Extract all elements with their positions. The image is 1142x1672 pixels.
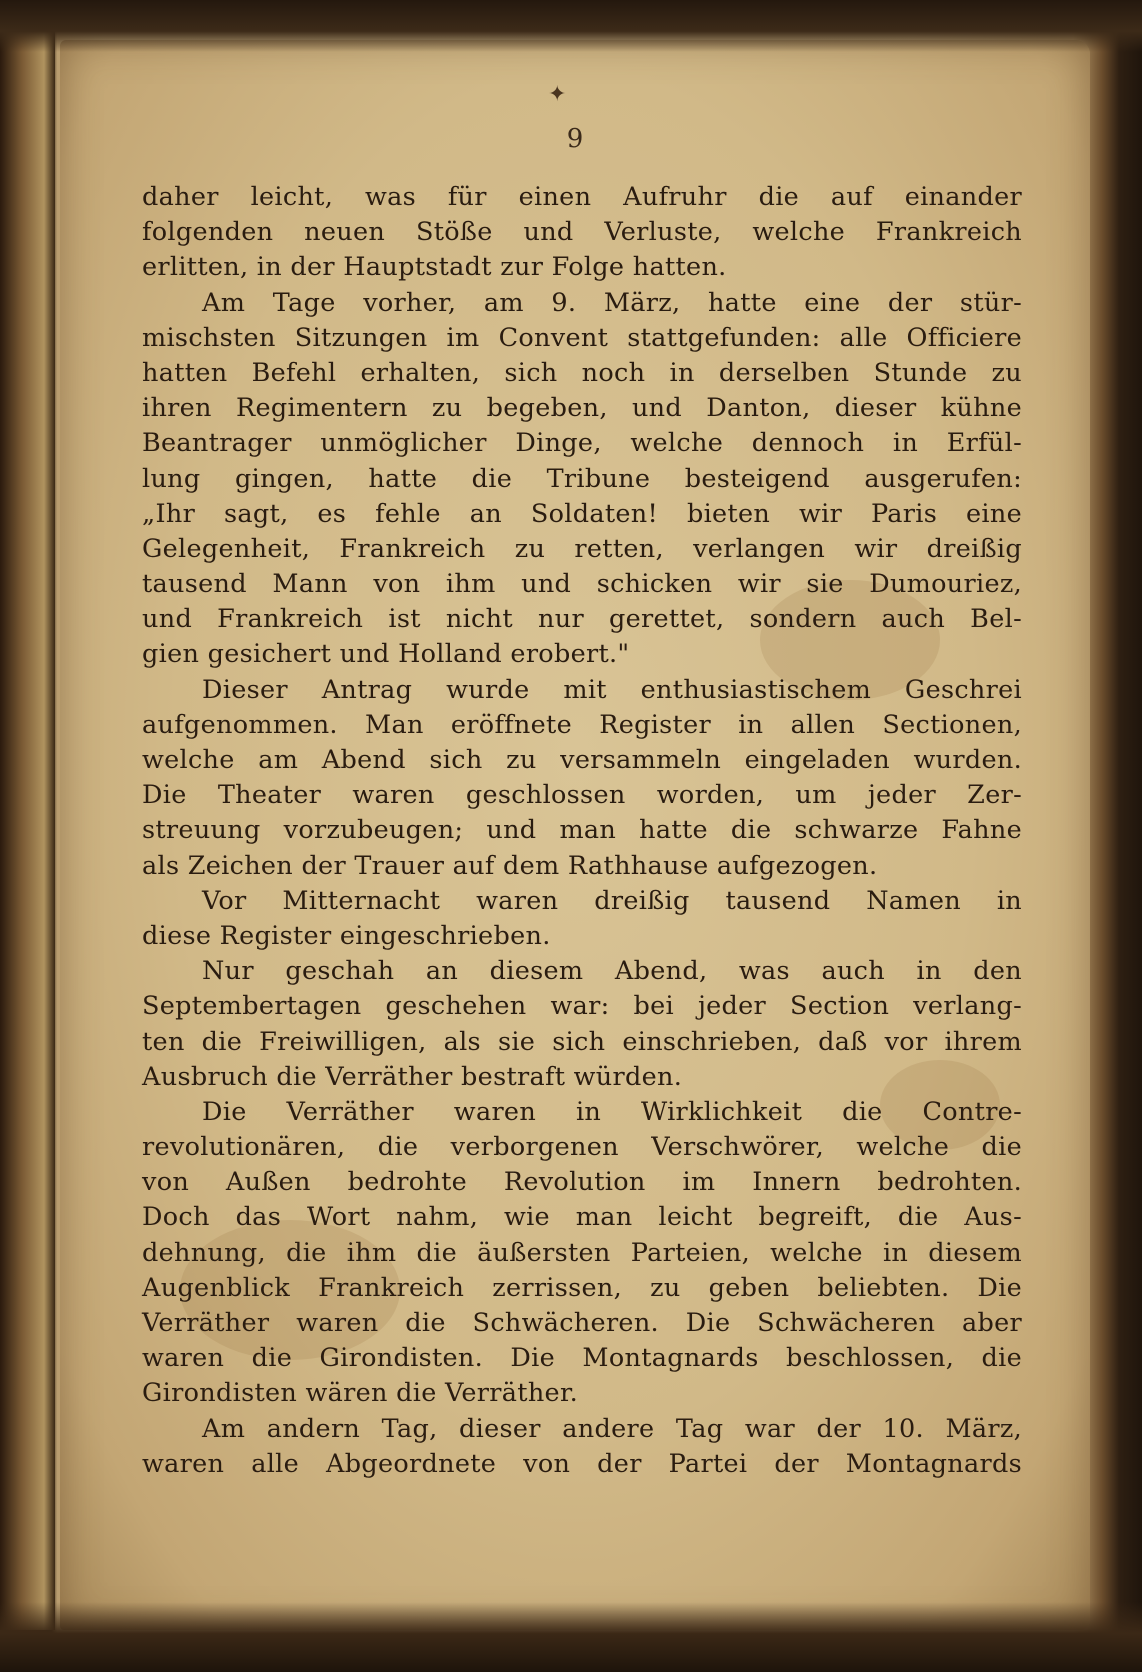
text-line: waren alle Abgeordnete von der Partei der Montagnards — [142, 1448, 1022, 1479]
text-line: streuung vorzubeugen; und man hatte die schwarze Fahne — [142, 815, 1022, 846]
text-line: erlitten, in der Hauptstadt zur Folge hatten. — [142, 252, 727, 283]
text-line: lung gingen, hatte die Tribune besteigend ausgerufen: — [142, 463, 1022, 494]
text-line: folgenden neuen Stöße und Verluste, welche Frankreich — [142, 217, 1022, 248]
top-shadow — [0, 0, 1142, 52]
text-line: Gelegenheit, Frankreich zu retten, verlangen wir dreißig — [142, 533, 1022, 564]
text-line: daher leicht, was für einen Aufruhr die auf einander — [142, 182, 1022, 212]
text-line: aufgenommen. Man eröffnete Register in allen Sectionen, — [142, 709, 1022, 740]
book-page — [60, 40, 1090, 1630]
text-line: Beantrager unmöglicher Dinge, welche dennoch in Erfül- — [142, 428, 1022, 459]
text-line: Septembertagen geschehen war: bei jeder Section verlang- — [142, 991, 1022, 1022]
text-line: Die Theater waren geschlossen worden, um jeder Zer- — [142, 780, 1022, 811]
text-line: Nur geschah an diesem Abend, was auch in den — [202, 956, 1022, 987]
text-line: Die Verräther waren in Wirklichkeit die Contre- — [202, 1096, 1022, 1127]
text-line: Augenblick Frankreich zerrissen, zu geben beliebten. Die — [142, 1272, 1022, 1303]
text-line: Girondisten wären die Verräther. — [142, 1378, 579, 1409]
text-line: als Zeichen der Trauer auf dem Rathhause aufgezogen. — [142, 850, 878, 881]
text-line: tausend Mann von ihm und schicken wir sie Dumouriez, — [142, 569, 1022, 600]
text-line: hatten Befehl erhalten, sich noch in derselben Stunde zu — [142, 357, 1022, 388]
text-line: Ausbruch die Verräther bestraft würden. — [142, 1061, 683, 1092]
text-line: waren die Girondisten. Die Montagnards beschlossen, die — [142, 1343, 1022, 1374]
text-line: von Außen bedrohte Revolution im Innern bedrohten. — [142, 1167, 1022, 1198]
text-line: mischsten Sitzungen im Convent stattgefunden: alle Officiere — [142, 322, 1022, 353]
text-line: Dieser Antrag wurde mit enthusiastischem Geschrei — [202, 674, 1022, 705]
text-line: Vor Mitternacht waren dreißig tausend Namen in — [202, 885, 1022, 916]
text-line: „Ihr sagt, es fehle an Soldaten! bieten wir Paris eine — [142, 498, 1022, 529]
text-line: diese Register eingeschrieben. — [142, 920, 551, 951]
text-line: und Frankreich ist nicht nur gerettet, sondern auch Bel- — [142, 604, 1022, 635]
page-number: 9 — [566, 124, 584, 154]
text-line: ten die Freiwilligen, als sie sich einschrieben, daß vor ihrem — [142, 1026, 1022, 1057]
left-page-edge — [0, 30, 55, 1630]
bottom-shadow — [0, 1602, 1142, 1672]
text-line: ihren Regimentern zu begeben, und Danton, dieser kühne — [142, 393, 1022, 424]
text-line: Am andern Tag, dieser andere Tag war der 10. März, — [202, 1413, 1022, 1444]
text-line: dehnung, die ihm die äußersten Parteien, welche in diesem — [142, 1237, 1022, 1268]
body-text — [142, 180, 1022, 1482]
text-line: Doch das Wort nahm, wie man leicht begreift, die Aus- — [142, 1202, 1022, 1233]
text-line: gien gesichert und Holland erobert." — [142, 639, 630, 670]
text-line: Verräther waren die Schwächeren. Die Schwächeren aber — [142, 1308, 1022, 1338]
text-line: welche am Abend sich zu versammeln eingeladen wurden. — [142, 745, 1022, 775]
ornament-mark: ✦ — [548, 82, 567, 107]
text-line: revolutionären, die verborgenen Verschwörer, welche die — [142, 1132, 1022, 1163]
text-line: Am Tage vorher, am 9. März, hatte eine der stür- — [202, 287, 1022, 318]
